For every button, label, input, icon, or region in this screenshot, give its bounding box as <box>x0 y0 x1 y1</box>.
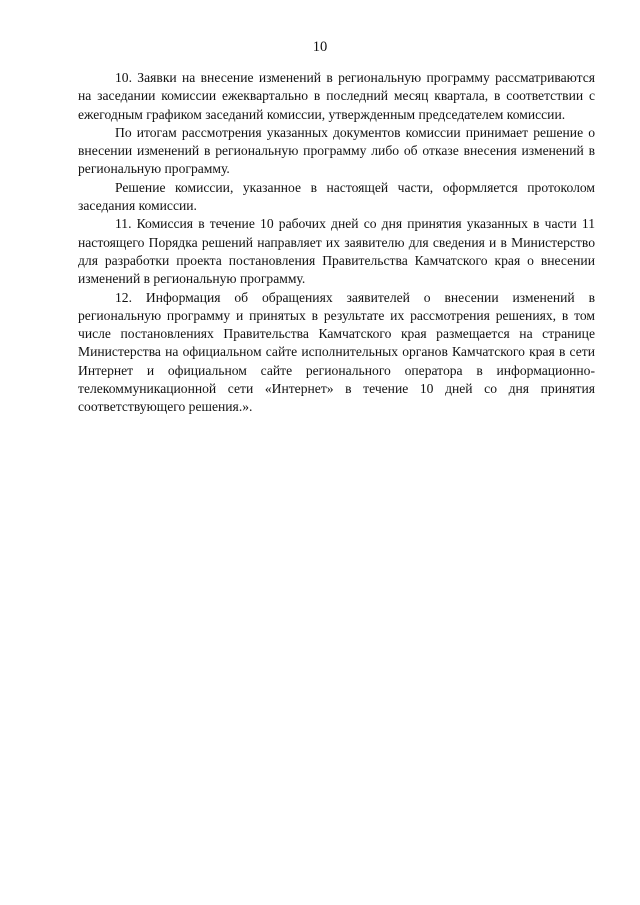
paragraph-12-publication: 12. Информация об обращениях заявителей о внесении изменений в региональную программу и принятых в результате их рассмотрения решениях, в том числе постановлениях Правительства Камчатского края размещается на странице Министерства на официальном сайте исполнительных органов Камчатского края в сети Интернет и официальном сайте регионального оператора в информационно-телекоммуникационной сети «Интернет» в течение 10 дней со дня принятия соответствующего решения.». <box>78 289 595 415</box>
body-text <box>78 69 595 417</box>
paragraph-11-notification: 11. Комиссия в течение 10 рабочих дней со дня принятия указанных в части 11 настоящего Порядка решений направляет их заявителю для сведения и в Министерство для разработки проекта постановления Правительства Камчатского края о внесении изменений в региональную программу. <box>78 216 595 287</box>
paragraph-10-applications: 10. Заявки на внесение изменений в региональную программу рассматриваются на заседании комиссии ежеквартально в последний месяц квартала, в соответствии с ежегодным графиком заседаний комиссии, утвержденным председателем комиссии. <box>78 70 595 122</box>
paragraph-decision-protocol: Решение комиссии, указанное в настоящей части, оформляется протоколом заседания комиссии. <box>78 179 595 214</box>
paragraph-commission-decision: По итогам рассмотрения указанных документов комиссии принимает решение о внесении изменений в региональную программу либо об отказе внесения изменений в региональную программу. <box>78 124 595 177</box>
page-number: 10 <box>312 39 328 55</box>
